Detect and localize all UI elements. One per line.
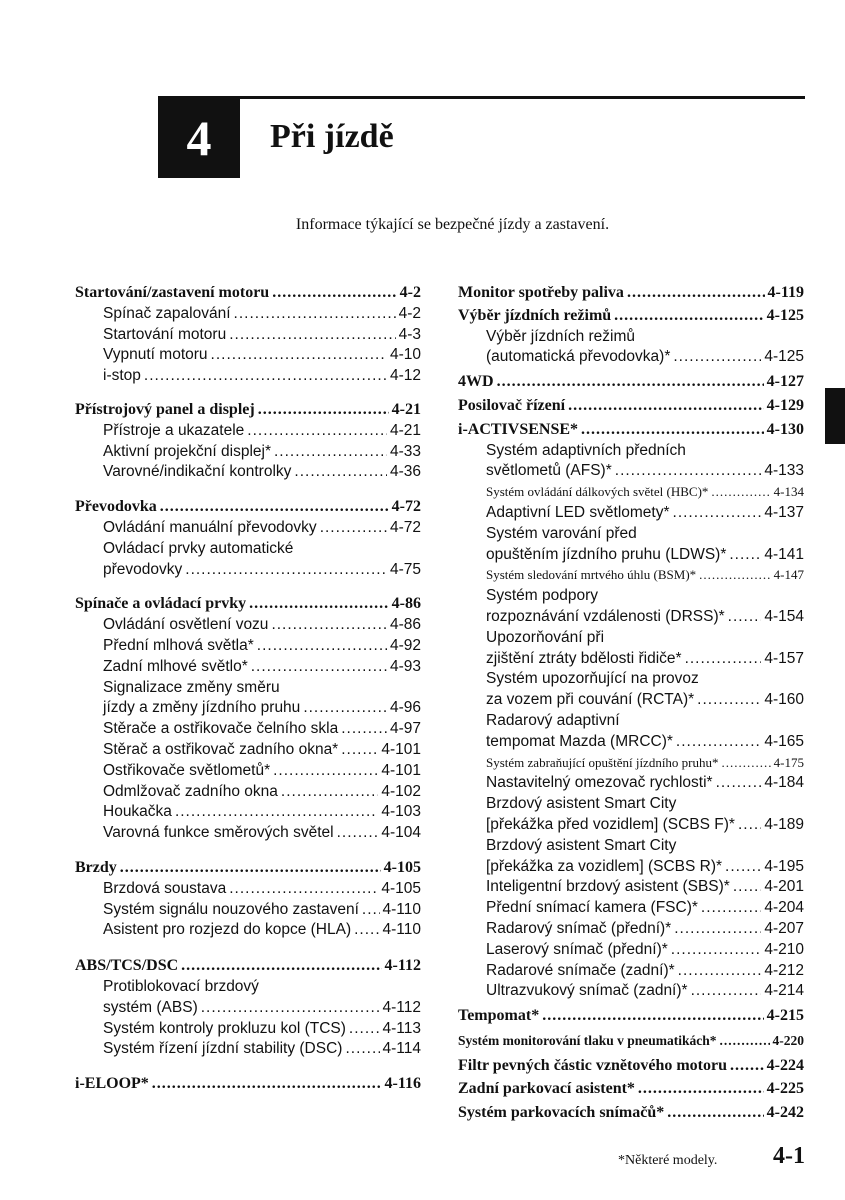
toc-entry-title: Radarové snímače (zadní)* [486, 961, 675, 979]
toc-entry[interactable] [458, 607, 804, 628]
toc-leader-dots [615, 461, 762, 482]
toc-entry[interactable] [75, 823, 421, 844]
toc-heading[interactable] [458, 283, 804, 304]
toc-left-column [75, 283, 421, 1095]
toc-page-number: 4-112 [382, 998, 421, 1016]
toc-entry[interactable] [75, 518, 421, 539]
toc-leader-dots [120, 858, 381, 879]
toc-entry[interactable] [458, 898, 804, 919]
toc-leader-dots [229, 325, 395, 346]
toc-entry [458, 711, 804, 732]
chapter-number: 4 [186, 110, 212, 166]
toc-entry[interactable] [458, 461, 804, 482]
toc-entry-title: Systém podpory [486, 587, 598, 605]
toc-page-number: 4-129 [766, 396, 804, 414]
toc-page-number: 4-225 [766, 1080, 804, 1098]
toc-entry-title: jízdy a změny jízdního pruhu [103, 699, 301, 717]
toc-leader-dots [211, 345, 387, 366]
toc-section [458, 1103, 804, 1124]
toc-page-number: 4-92 [389, 636, 421, 654]
toc-section [75, 1074, 421, 1095]
toc-page-number: 4-36 [389, 463, 421, 481]
toc-entry [75, 539, 421, 560]
toc-entry [458, 628, 804, 649]
toc-heading[interactable] [458, 372, 804, 393]
toc-leader-dots [638, 1079, 764, 1100]
toc-page-number: 4-2 [399, 284, 421, 301]
toc-leader-dots [716, 773, 762, 794]
toc-entry[interactable] [75, 421, 421, 442]
toc-page-number: 4-105 [381, 879, 421, 897]
toc-leader-dots [152, 1074, 382, 1095]
toc-entry-title: Brzdový asistent Smart City [486, 795, 677, 813]
toc-page-number: 4-127 [766, 373, 804, 391]
toc-leader-dots [251, 657, 387, 678]
toc-leader-dots [354, 920, 379, 941]
toc-leader-dots [671, 940, 762, 961]
toc-page-number: 4-75 [389, 560, 421, 578]
toc-leader-dots [697, 690, 761, 711]
toc-entry [458, 441, 804, 462]
toc-page-number: 4-96 [389, 699, 421, 717]
toc-entry[interactable] [75, 304, 421, 325]
toc-entry-title: Přední snímací kamera (FSC)* [486, 899, 698, 917]
toc-entry-title: Zadní parkovací asistent* [458, 1080, 635, 1098]
toc-entry-title: i-stop [103, 367, 141, 385]
toc-page-number: 4-104 [381, 824, 421, 842]
toc-entry-title: Brzdový asistent Smart City [486, 836, 677, 854]
toc-entry[interactable] [75, 920, 421, 941]
toc-leader-dots [294, 462, 387, 483]
toc-entry-title: Výběr jízdních režimů [458, 306, 612, 324]
toc-leader-dots [701, 898, 761, 919]
toc-heading[interactable] [458, 1031, 804, 1052]
toc-page-number: 4-130 [766, 420, 804, 438]
toc-section [75, 283, 421, 387]
toc-section [458, 1006, 804, 1027]
toc-entry-title: Houkačka [103, 803, 172, 821]
toc-page-number: 4-134 [773, 484, 804, 500]
toc-entry-title: Ovládání manuální převodovky [103, 518, 317, 536]
toc-entry-title: [překážka za vozidlem] (SCBS R)* [486, 857, 723, 875]
toc-section [75, 400, 421, 483]
toc-heading[interactable] [75, 594, 421, 615]
header-rule [158, 96, 805, 99]
toc-leader-dots [728, 607, 762, 628]
toc-leader-dots [303, 698, 387, 719]
toc-page-number: 4-215 [766, 1007, 804, 1025]
toc-leader-dots [345, 1039, 379, 1060]
toc-leader-dots [271, 615, 387, 636]
toc-entry[interactable] [75, 560, 421, 581]
toc-entry[interactable] [75, 698, 421, 719]
toc-entry[interactable] [458, 565, 804, 586]
toc-entry-title: Systém ovládání dálkových světel (HBC)* [486, 484, 709, 500]
toc-page-number: 4-160 [764, 691, 804, 709]
toc-entry-title: Přístroje a ukazatele [103, 421, 245, 439]
toc-entry-title: Upozorňování při [486, 628, 605, 646]
toc-leader-dots [257, 636, 387, 657]
toc-entry-title: Posilovač řízení [458, 396, 566, 414]
toc-entry-title: Stěrač a ostřikovač zadního okna* [103, 740, 339, 758]
toc-entry[interactable] [75, 615, 421, 636]
toc-entry-title: zjištění ztráty bdělosti řidiče* [486, 649, 682, 667]
toc-page-number: 4-224 [766, 1056, 804, 1074]
toc-entry-title: Monitor spotřeby paliva [458, 284, 624, 301]
toc-leader-dots [674, 919, 761, 940]
toc-page-number: 4-220 [772, 1032, 804, 1048]
chapter-number-box [158, 98, 240, 178]
toc-entry[interactable] [458, 503, 804, 524]
toc-leader-dots [229, 879, 378, 900]
toc-section [458, 1031, 804, 1052]
toc-heading[interactable] [75, 400, 421, 421]
toc-page-number: 4-214 [764, 982, 804, 1000]
toc-page-number: 4-86 [391, 595, 421, 613]
toc-page-number: 4-110 [382, 900, 421, 918]
toc-page-number: 4-116 [384, 1075, 421, 1093]
toc-page-number: 4-114 [382, 1040, 421, 1058]
toc-entry-title: Vypnutí motoru [103, 346, 208, 364]
toc-entry-title: Spínač zapalování [103, 304, 231, 322]
toc-entry[interactable] [458, 877, 804, 898]
toc-entry[interactable] [458, 940, 804, 961]
toc-entry[interactable] [458, 919, 804, 940]
toc-entry-title: Nastavitelný omezovač rychlosti* [486, 774, 713, 792]
toc-leader-dots [676, 732, 761, 753]
toc-entry-title: Spínače a ovládací prvky [75, 595, 247, 613]
toc-leader-dots [667, 1103, 763, 1124]
toc-entry[interactable] [75, 879, 421, 900]
toc-entry-title: Filtr pevných částic vznětového motoru [458, 1056, 727, 1074]
toc-page-number: 4-33 [389, 442, 421, 460]
toc-entry[interactable] [458, 961, 804, 982]
toc-leader-dots [273, 761, 378, 782]
toc-section [458, 1056, 804, 1077]
toc-heading[interactable] [75, 858, 421, 879]
page-number: 4-1 [773, 1143, 805, 1169]
toc-entry-title: [překážka před vozidlem] (SCBS F)* [486, 815, 735, 833]
toc-leader-dots [234, 304, 396, 325]
toc-entry [458, 327, 804, 348]
toc-entry[interactable] [458, 773, 804, 794]
toc-section [458, 420, 804, 1002]
toc-leader-dots [722, 753, 771, 774]
toc-entry-title: převodovky [103, 560, 183, 578]
toc-entry[interactable] [75, 657, 421, 678]
toc-page-number: 4-189 [764, 815, 804, 833]
toc-entry-title: Ultrazvukový snímač (zadní)* [486, 982, 688, 1000]
toc-heading[interactable] [458, 1006, 804, 1027]
toc-entry[interactable] [458, 649, 804, 670]
toc-heading[interactable] [458, 1079, 804, 1100]
toc-leader-dots [673, 347, 761, 368]
toc-page-number: 4-72 [391, 498, 421, 516]
toc-heading[interactable] [458, 420, 804, 441]
toc-entry[interactable] [75, 740, 421, 761]
toc-leader-dots [699, 565, 770, 586]
toc-entry [75, 977, 421, 998]
toc-page-number: 4-210 [764, 940, 804, 958]
toc-right-column [458, 283, 804, 1124]
toc-entry-title: Ostřikovače světlometů* [103, 761, 271, 779]
toc-page-number: 4-207 [764, 919, 804, 937]
toc-page-number: 4-125 [766, 306, 804, 324]
toc-section [75, 858, 421, 941]
toc-entry-title: Systém parkovacích snímačů* [458, 1104, 665, 1122]
toc-leader-dots [730, 1056, 764, 1077]
toc-entry[interactable] [75, 900, 421, 921]
toc-entry[interactable] [75, 636, 421, 657]
toc-page-number: 4-101 [381, 761, 421, 779]
toc-entry-title: Převodovka [75, 498, 157, 516]
toc-entry-title: Stěrače a ostřikovače čelního skla [103, 720, 339, 738]
toc-leader-dots [144, 366, 387, 387]
toc-leader-dots [673, 503, 762, 524]
chapter-title: Při jízdě [270, 118, 394, 155]
toc-entry [458, 836, 804, 857]
toc-heading[interactable] [458, 396, 804, 417]
toc-leader-dots [175, 802, 378, 823]
toc-page-number: 4-137 [764, 503, 804, 521]
toc-leader-dots [337, 823, 379, 844]
toc-leader-dots [568, 396, 764, 417]
toc-entry[interactable] [75, 1019, 421, 1040]
toc-entry[interactable] [458, 347, 804, 368]
toc-entry-title: i-ACTIVSENSE* [458, 420, 579, 438]
toc-entry-title: Systém monitorování tlaku v pneumatikách* [458, 1032, 717, 1048]
toc-leader-dots [738, 815, 761, 836]
toc-entry-title: tempomat Mazda (MRCC)* [486, 732, 673, 750]
toc-entry-title: světlometů (AFS)* [486, 462, 612, 480]
chapter-tab-marker [825, 388, 845, 444]
toc-heading[interactable] [458, 306, 804, 327]
toc-page-number: 4-86 [389, 616, 421, 634]
toc-entry [458, 794, 804, 815]
toc-section [458, 283, 804, 304]
toc-heading[interactable] [75, 1074, 421, 1095]
toc-page-number: 4-141 [764, 545, 804, 563]
toc-entry-title: Systém varování před [486, 524, 637, 542]
toc-entry-title: Ovládací prvky automatické [103, 539, 294, 557]
toc-entry-title: i-ELOOP* [75, 1075, 149, 1093]
toc-entry-title: Přístrojový panel a displej [75, 400, 255, 418]
toc-entry-title: Asistent pro rozjezd do kopce (HLA) [103, 921, 352, 939]
toc-page-number: 4-195 [764, 857, 804, 875]
toc-heading[interactable] [75, 956, 421, 977]
toc-leader-dots [614, 306, 764, 327]
toc-entry-title: Varovná funkce směrových světel [103, 824, 334, 842]
toc-heading[interactable] [75, 497, 421, 518]
chapter-intro: Informace týkající se bezpečné jízdy a zastavení. [295, 216, 610, 233]
toc-entry-title: Signalizace změny směru [103, 678, 280, 696]
toc-section [458, 1079, 804, 1100]
toc-entry-title: Tempomat* [458, 1007, 540, 1025]
toc-page-number: 4-97 [389, 720, 421, 738]
toc-entry-title: Systém řízení jízdní stability (DSC) [103, 1040, 343, 1058]
toc-page-number: 4-204 [764, 899, 804, 917]
toc-page-number: 4-105 [383, 858, 421, 876]
toc-entry-title: Aktivní projekční displej* [103, 442, 271, 460]
toc-page-number: 4-102 [381, 782, 421, 800]
toc-entry[interactable] [458, 981, 804, 1002]
toc-entry-title: Brzdová soustava [103, 879, 227, 897]
toc-entry-title: Odmlžovač zadního okna [103, 782, 278, 800]
toc-entry-title: (automatická převodovka)* [486, 348, 671, 366]
toc-page-number: 4-212 [764, 961, 804, 979]
toc-entry-title: Protiblokovací brzdový [103, 977, 259, 995]
toc-heading[interactable] [75, 283, 421, 304]
toc-entry-title: rozpoznávání vzdálenosti (DRSS)* [486, 607, 725, 625]
toc-entry-title: Brzdy [75, 858, 117, 876]
toc-entry-title: Varovné/indikační kontrolky [103, 463, 292, 481]
toc-entry-title: opuštěním jízdního pruhu (LDWS)* [486, 545, 727, 563]
toc-entry[interactable] [458, 545, 804, 566]
toc-page-number: 4-133 [764, 462, 804, 480]
toc-leader-dots [341, 740, 378, 761]
toc-section [75, 497, 421, 580]
toc-entry-title: Laserový snímač (přední)* [486, 940, 668, 958]
toc-page-number: 4-110 [382, 921, 421, 939]
toc-entry[interactable] [458, 690, 804, 711]
toc-leader-dots [581, 420, 764, 441]
toc-leader-dots [160, 497, 389, 518]
toc-entry-title: Výběr jízdních režimů [486, 327, 636, 345]
toc-heading[interactable] [458, 1056, 804, 1077]
toc-page-number: 4-119 [767, 284, 804, 301]
toc-section [75, 594, 421, 844]
toc-leader-dots [497, 372, 764, 393]
toc-leader-dots [627, 283, 765, 304]
toc-leader-dots [247, 421, 387, 442]
toc-page-number: 4-21 [391, 400, 421, 418]
toc-entry-title: za vozem při couvání (RCTA)* [486, 691, 695, 709]
toc-leader-dots [320, 518, 387, 539]
toc-entry[interactable] [458, 753, 804, 774]
toc-entry [458, 669, 804, 690]
toc-page-number: 4-93 [389, 657, 421, 675]
toc-leader-dots [725, 857, 761, 878]
toc-entry[interactable] [75, 719, 421, 740]
toc-leader-dots [542, 1006, 763, 1027]
toc-page-number: 4-113 [382, 1019, 421, 1037]
toc-leader-dots [249, 594, 389, 615]
toc-leader-dots [733, 877, 762, 898]
toc-entry-title: Systém upozorňující na provoz [486, 670, 699, 688]
toc-leader-dots [281, 782, 378, 803]
toc-entry-title: ABS/TCS/DSC [75, 957, 179, 975]
toc-leader-dots [341, 719, 387, 740]
toc-leader-dots [691, 981, 762, 1002]
toc-entry-title: Systém adaptivních předních [486, 441, 686, 459]
toc-entry-title: Systém signálu nouzového zastavení [103, 900, 359, 918]
toc-page-number: 4-103 [381, 803, 421, 821]
toc-heading[interactable] [458, 1103, 804, 1124]
toc-leader-dots [201, 998, 380, 1019]
toc-leader-dots [685, 649, 762, 670]
toc-entry-title: Přední mlhová světla* [103, 636, 254, 654]
toc-entry[interactable] [458, 815, 804, 836]
toc-entry[interactable] [75, 345, 421, 366]
toc-page-number: 4-21 [389, 421, 421, 439]
toc-entry-title: Systém zabraňující opuštění jízdního pruhu* [486, 754, 719, 770]
toc-page-number: 4-201 [764, 878, 804, 896]
toc-page-number: 4-3 [398, 325, 421, 343]
toc-entry-title: systém (ABS) [103, 998, 198, 1016]
toc-entry-title: Systém sledování mrtvého úhlu (BSM)* [486, 567, 697, 583]
toc-entry-title: Startování/zastavení motoru [75, 284, 270, 301]
toc-entry[interactable] [75, 442, 421, 463]
toc-entry [458, 586, 804, 607]
toc-page-number: 4-101 [381, 740, 421, 758]
toc-section [75, 956, 421, 1060]
toc-entry[interactable] [75, 998, 421, 1019]
toc-entry[interactable] [75, 1039, 421, 1060]
toc-page-number: 4-72 [389, 518, 421, 536]
toc-page-number: 4-184 [764, 774, 804, 792]
toc-entry-title: Ovládání osvětlení vozu [103, 616, 269, 634]
toc-page-number: 4-125 [764, 348, 804, 366]
toc-page-number: 4-154 [764, 607, 804, 625]
toc-entry-title: Zadní mlhové světlo* [103, 657, 248, 675]
toc-page-number: 4-157 [764, 649, 804, 667]
toc-leader-dots [181, 956, 381, 977]
toc-page-number: 4-112 [384, 957, 421, 975]
toc-entry-title: Radarový snímač (přední)* [486, 919, 672, 937]
toc-leader-dots [349, 1019, 380, 1040]
toc-entry [458, 524, 804, 545]
toc-page-number: 4-242 [766, 1104, 804, 1122]
toc-entry[interactable] [75, 802, 421, 823]
toc-leader-dots [711, 482, 770, 503]
toc-leader-dots [362, 900, 380, 921]
toc-section [458, 396, 804, 417]
toc-entry-title: 4WD [458, 373, 494, 391]
toc-page-number: 4-147 [773, 567, 804, 583]
toc-page-number: 4-165 [764, 732, 804, 750]
toc-entry-title: Radarový adaptivní [486, 711, 620, 729]
toc-entry[interactable] [75, 782, 421, 803]
toc-entry-title: Systém kontroly prokluzu kol (TCS) [103, 1019, 346, 1037]
toc-page-number: 4-175 [773, 754, 804, 770]
toc-leader-dots [729, 545, 761, 566]
toc-leader-dots [274, 442, 387, 463]
footnote: *Některé modely. [618, 1153, 718, 1168]
toc-page-number: 4-10 [389, 346, 421, 364]
toc-entry-title: Startování motoru [103, 325, 227, 343]
toc-leader-dots [720, 1031, 770, 1052]
toc-entry-title: Inteligentní brzdový asistent (SBS)* [486, 878, 730, 896]
toc-leader-dots [185, 560, 387, 581]
toc-page-number: 4-2 [398, 304, 421, 322]
toc-entry[interactable] [458, 857, 804, 878]
toc-entry[interactable] [75, 325, 421, 346]
toc-entry-title: Adaptivní LED světlomety* [486, 503, 670, 521]
toc-entry[interactable] [458, 482, 804, 503]
toc-section [458, 372, 804, 393]
toc-entry [75, 678, 421, 699]
toc-section [458, 306, 804, 368]
toc-entry[interactable] [75, 462, 421, 483]
toc-leader-dots [272, 283, 396, 304]
toc-leader-dots [258, 400, 389, 421]
toc-entry[interactable] [458, 732, 804, 753]
toc-entry[interactable] [75, 761, 421, 782]
toc-leader-dots [678, 961, 762, 982]
toc-page-number: 4-12 [389, 367, 421, 385]
toc-entry[interactable] [75, 366, 421, 387]
